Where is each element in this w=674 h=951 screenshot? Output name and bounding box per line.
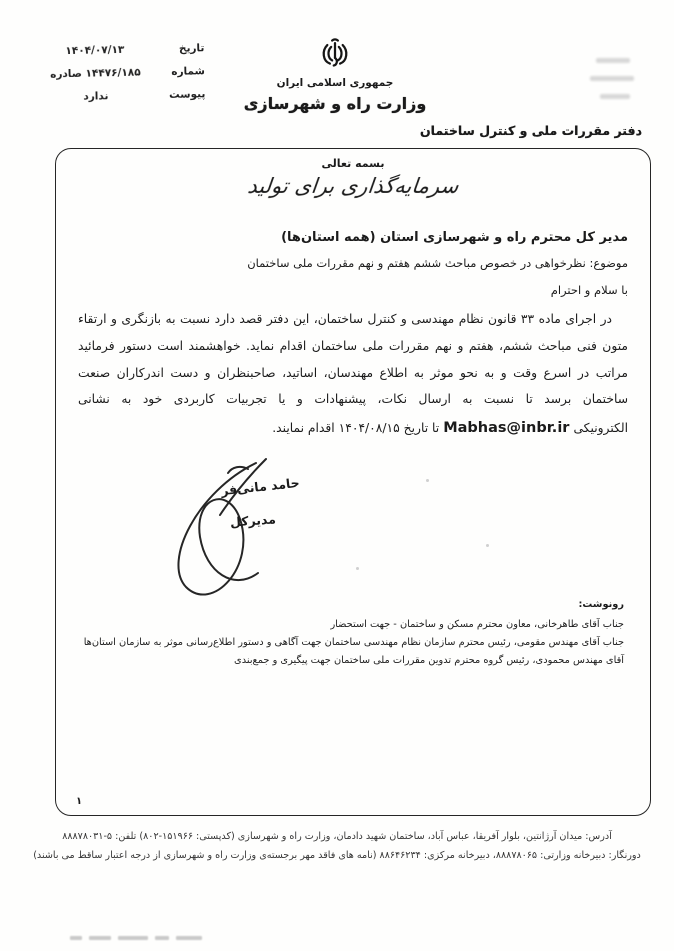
scan-smudge	[590, 76, 634, 81]
body-text-before-email: در اجرای ماده ۳۳ قانون نظام مهندسی و کنترل ساختمان، این دفتر قصد دارد نسبت به بازنگری و ارتقاء متون فنی مباحث ششم، هفتم و نهم مقررات ملی ساختمان اقدام نماید. خواهشمند است دستور فرمائید مراتب در اسرع وقت و به نحو موثر به اطلاع مهندسان، اساتید، صاحبنظران و دست اندرکاران صنعت ساختمان برسد تا نسبت به ارسال نکات، پیشنهادات و یا تجربیات کاربردی خود به نشانی الکترونیکی	[78, 312, 628, 436]
letterhead	[240, 38, 430, 113]
letter-stamp-block	[29, 42, 205, 115]
scan-noise	[426, 479, 429, 482]
footer-fax-line: دورنگار: دبیرخانه وزارتی: ۸۸۸۷۸۰۶۵، دبیرخانه مرکزی: ۸۸۶۴۶۲۳۴ (نامه های فاقد مهر برجسته‌ی وزارت راه و شهرسازی از درجه اعتبار ساقط می باشند)	[33, 850, 641, 862]
cc-item: جناب آقای مهندس مقومی، رئیس محترم سازمان نظام مهندسی ساختمان جهت آگاهی و دستور اطلاع‌رسانی موثر به سازمان استان‌ها	[83, 637, 624, 649]
salutation-line: با سلام و احترام	[550, 283, 628, 297]
subject-line: موضوع: نظرخواهی در خصوص مباحث ششم هفتم و نهم مقررات ملی ساختمان	[247, 256, 628, 270]
iran-emblem-icon	[319, 38, 351, 74]
body-text-after-email: تا تاریخ ۱۴۰۴/۰۸/۱۵ اقدام نمایند.	[272, 421, 440, 436]
date-value: ۱۴۰۴/۰۷/۱۳	[65, 43, 125, 58]
date-label: تاریخ	[178, 42, 205, 55]
office-title: دفتر مقررات ملی و کنترل ساختمان	[420, 123, 642, 138]
letter-footer	[20, 827, 654, 865]
year-slogan-calligraphy: سرمایه‌گذاری برای تولید	[246, 174, 460, 198]
ministry-name: وزارت راه و شهرسازی	[243, 94, 427, 113]
country-name: جمهوری اسلامی ایران	[276, 77, 394, 89]
number-label: شماره	[171, 65, 205, 78]
cc-label: رونوشت:	[578, 599, 624, 610]
faded-scan-marking	[52, 936, 202, 942]
stamp-date-row	[29, 42, 204, 58]
stamp-number-row	[30, 65, 205, 81]
scan-noise	[356, 567, 359, 570]
cc-section	[82, 596, 624, 670]
signature-block	[128, 449, 328, 609]
email-address: Mabhas@inbr.ir	[443, 420, 570, 437]
stamp-attachment-row	[30, 88, 205, 104]
scan-smudge	[600, 94, 630, 99]
recipient-line: مدیر کل محترم راه و شهرسازی استان (همه استان‌ها)	[281, 230, 628, 245]
cc-item: آقای مهندس محمودی، رئیس گروه محترم تدوین مقررات ملی ساختمان جهت پیگیری و جمع‌بندی	[234, 655, 624, 667]
handwritten-signature-icon	[128, 449, 328, 609]
footer-address-line: آدرس: میدان آرژانتین، بلوار آفریقا، عباس آباد، ساختمان شهید دادمان، وزارت راه و شهرسازی (کدپستی: ۱۵۱۹۶۶-۸۰۲) تلفن: ۵-۸۸۸۷۸۰۳۱	[62, 831, 612, 842]
number-value: ۱۴۴۷۶/۱۸۵ صادره	[50, 66, 141, 81]
attachment-label: پیوست	[168, 88, 206, 101]
besmele-text: بسمه تعالی	[321, 157, 385, 170]
letter-body-paragraph	[78, 306, 628, 445]
scan-noise	[486, 544, 489, 547]
attachment-value: ندارد	[83, 90, 109, 103]
page-marker: ۱	[76, 796, 83, 807]
signer-name: حامد مانی‌فر	[220, 474, 301, 499]
letter-body-box	[55, 148, 651, 816]
signer-title: مدیرکل	[229, 511, 277, 530]
scan-smudge	[596, 58, 630, 63]
cc-item: جناب آقای طاهرخانی، معاون محترم مسکن و ساختمان - جهت استحضار	[330, 619, 624, 631]
